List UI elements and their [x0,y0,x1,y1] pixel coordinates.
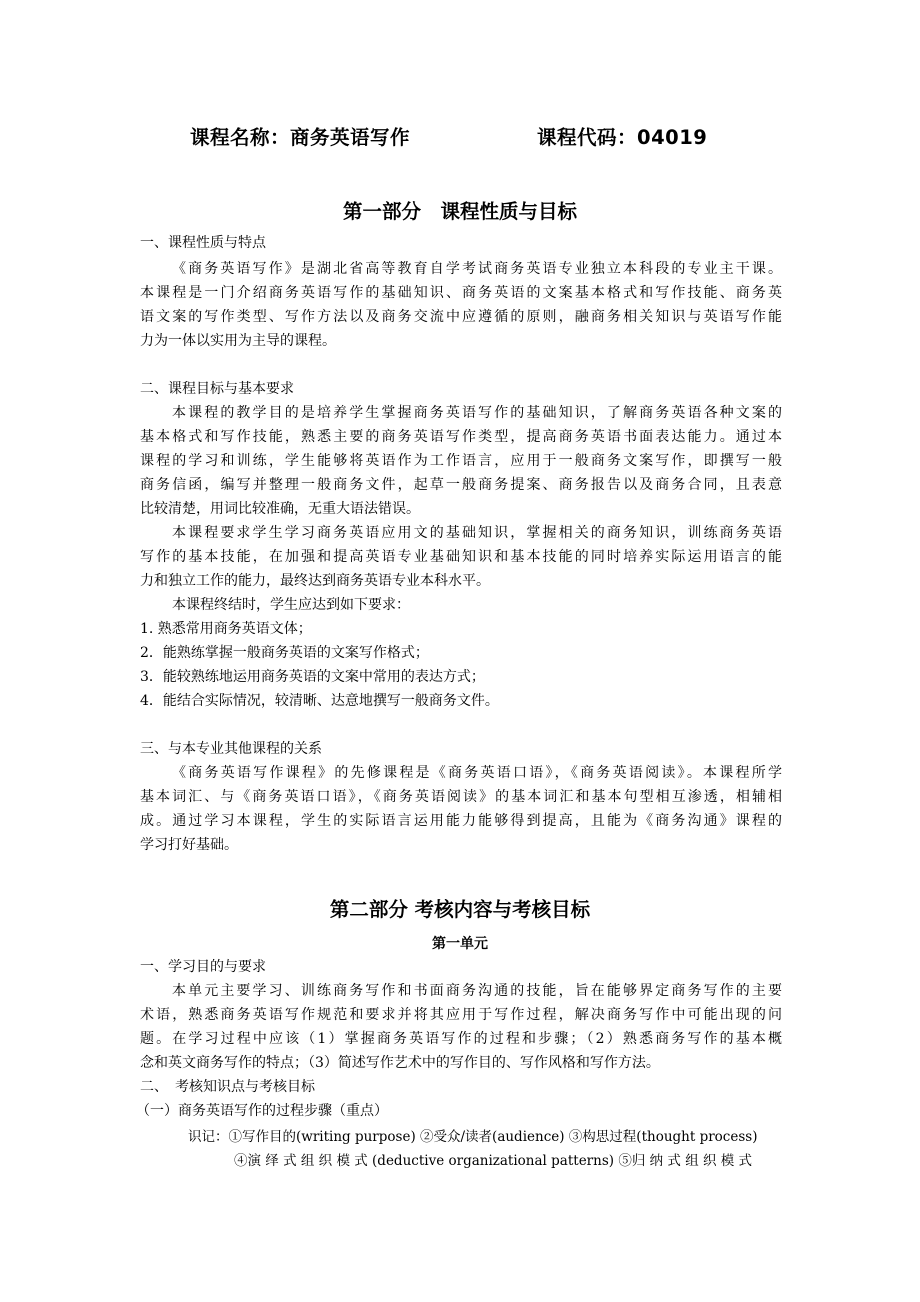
part2-title: 第二部分 考核内容与考核目标 [329,898,591,921]
paragraph-line: 成。通过学习本课程，学生的实际语言运用能力能够得到提高，且能为《商务沟通》课程的 [140,813,782,829]
paragraph-line: 本课程终结时，学生应达到如下要求： [172,597,410,613]
paragraph-line: 基本格式和写作技能，熟悉主要的商务英语写作类型，提高商务英语书面表达能力。通过本 [140,429,782,445]
section-heading: 一、学习目的与要求 [140,959,266,975]
paragraph-line: 《商务英语写作课程》的先修课程是《商务英语口语》，《商务英语阅读》。本课程所学 [172,765,782,781]
paragraph-line: 商务信函，编写并整理一般商务文件，起草一般商务提案、商务报告以及商务合同，且表意 [140,477,782,493]
list-item: 3．能较熟练地运用商务英语的文案中常用的表达方式； [140,669,485,685]
unit-title: 第一单元 [432,936,488,952]
paragraph-line: 比较清楚，用词比较准确，无重大语法错误。 [140,501,420,517]
memorize-line: 识记：①写作目的(writing purpose) ②受众/读者(audience) ③构思过程(thought process) [188,1129,758,1145]
paragraph-line: 基本词汇、与《商务英语口语》，《商务英语阅读》的基本词汇和基本句型相互渗透，相辅相 [140,789,782,805]
paragraph-line: 题。在学习过程中应该（1）掌握商务英语写作的过程和步骤；（2）熟悉商务写作的基本概 [140,1031,782,1047]
section-heading: 二、 考核知识点与考核目标 [140,1079,315,1095]
paragraph-line: 课程的学习和训练，学生能够将英语作为工作语言，应用于一般商务文案写作，即撰写一般 [140,453,782,469]
list-item: 1. 熟悉常用商务英语文体； [140,621,312,637]
paragraph-line: 本课程要求学生学习商务英语应用文的基础知识，掌握相关的商务知识，训练商务英语 [172,525,782,541]
paragraph-line: 本课程的教学目的是培养学生掌握商务英语写作的基础知识，了解商务英语各种文案的 [172,405,782,421]
paragraph-line: 学习打好基础。 [140,837,238,853]
subsection-heading: （一）商务英语写作的过程步骤（重点） [136,1103,388,1119]
memorize-line: ④演 绎 式 组 织 模 式 (deductive organizational patterns) ⑤归 纳 式 组 织 模 式 [234,1153,753,1169]
paragraph-line: 本单元主要学习、训练商务写作和书面商务沟通的技能，旨在能够界定商务写作的主要 [172,983,782,999]
paragraph-line: 语文案的写作类型、写作方法以及商务交流中应遵循的原则，融商务相关知识与英语写作能 [140,309,782,325]
part1-title: 第一部分 课程性质与目标 [342,200,577,223]
paragraph-line: 《商务英语写作》是湖北省高等教育自学考试商务英语专业独立本科段的专业主干课。 [172,261,782,277]
section-heading: 三、与本专业其他课程的关系 [140,741,322,757]
course-name: 课程名称：商务英语写作 [190,126,411,149]
paragraph-line: 本课程是一门介绍商务英语写作的基础知识、商务英语的文案基本格式和写作技能、商务英 [140,285,782,301]
course-code: 课程代码：04019 [537,126,708,149]
paragraph-line: 写作的基本技能，在加强和提高英语专业基础知识和基本技能的同时培养实际运用语言的能 [140,549,782,565]
paragraph-line: 念和英文商务写作的特点；（3）简述写作艺术中的写作目的、写作风格和写作方法。 [140,1055,660,1071]
paragraph-line: 力和独立工作的能力，最终达到商务英语专业本科水平。 [140,573,490,589]
list-item: 4．能结合实际情况，较清晰、达意地撰写一般商务文件。 [140,693,499,709]
section-heading: 二、课程目标与基本要求 [140,381,294,397]
section-heading: 一、课程性质与特点 [140,235,266,251]
paragraph-line: 力为一体以实用为主导的课程。 [140,333,336,349]
list-item: 2．能熟练掌握一般商务英语的文案写作格式； [140,645,429,661]
paragraph-line: 术语，熟悉商务英语写作规范和要求并将其应用于写作过程，解决商务写作中可能出现的问 [140,1007,782,1023]
